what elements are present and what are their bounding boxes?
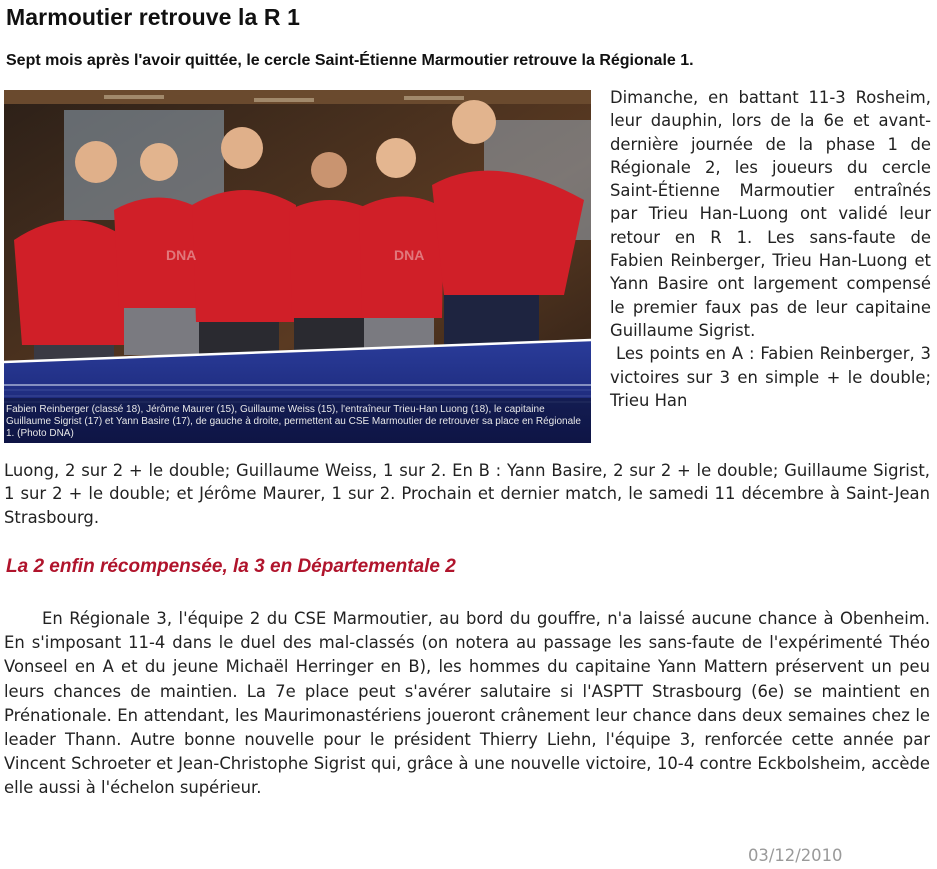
article-subtitle: Sept mois après l'avoir quittée, le cercle Saint-Étienne Marmoutier retrouve la Régionale 1. <box>6 52 694 69</box>
section-paragraph: En Régionale 3, l'équipe 2 du CSE Marmoutier, au bord du gouffre, n'a laissé aucune chance à Obenheim. En s'imposant 11-4 dans le duel des mal-classés (on notera au passage les sans-faute de l'expérimenté Théo Vonseel en A et du jeune Michaël Herringer en B), les hommes du capitaine Yann Mattern préservent un peu leurs chances de maintien. La 7e place peut s'avérer salutaire si l'ASPTT Strasbourg (6e) se maintient en Prénationale. En attendant, les Maurimonastériens joueront crânement leur chance dans deux semaines chez le leader Thann. Autre bonne nouvelle pour le président Thierry Liehn, l'équipe 3, renforcée cette année par Vincent Schroeter et Jean-Christophe Sigrist qui, grâce à une nouvelle victoire, 10-4 contre Eckbolsheim, accède elle aussi à l'échelon supérieur. <box>4 609 930 798</box>
paragraph1-column: Dimanche, en battant 11-3 Rosheim, leur dauphin, lors de la 6e et avant-dernière journée de la phase 1 de Régionale 2, les joueurs du cercle Saint-Étienne Marmoutier entraînés par Trieu Han-Luong ont validé leur retour en R 1. Les sans-faute de Fabien Reinberger, Trieu Han-Luong et Yann Basire ont largement compensé le premier faux pas de leur capitaine Guillaume Sigrist. <box>610 88 931 340</box>
photo-watermark-1: DNA <box>166 247 197 263</box>
team-photo <box>4 90 591 443</box>
article-paragraph-column <box>610 86 931 412</box>
paragraph2-column: Les points en A : Fabien Reinberger, 3 victoires sur 3 en simple + le double; Trieu Han <box>610 344 931 410</box>
article-title: Marmoutier retrouve la R 1 <box>6 4 301 30</box>
paragraph2-continued: Luong, 2 sur 2 + le double; Guillaume Weiss, 1 sur 2. En B : Yann Basire, 2 sur 2 + le double; Guillaume Sigrist, 1 sur 2 + le double; et Jérôme Maurer, 1 sur 2. Prochain et dernier match, le samedi 11 décembre à Saint-Jean Strasbourg. <box>4 461 930 527</box>
publication-date: 03/12/2010 <box>748 846 843 865</box>
section-heading: La 2 enfin récompensée, la 3 en Départementale 2 <box>6 556 456 577</box>
team-photo-illustration <box>4 90 591 443</box>
photo-watermark-2: DNA <box>394 247 425 263</box>
photo-caption: Fabien Reinberger (classé 18), Jérôme Maurer (15), Guillaume Weiss (15), l'entraîneur Trieu-Han Luong (18), le capitaine Guillaume Sigrist (17) et Yann Basire (17), de gauche à droite, permettent au CSE Marmoutier de retrouver sa place en Régionale 1. (Photo DNA) <box>6 404 581 439</box>
